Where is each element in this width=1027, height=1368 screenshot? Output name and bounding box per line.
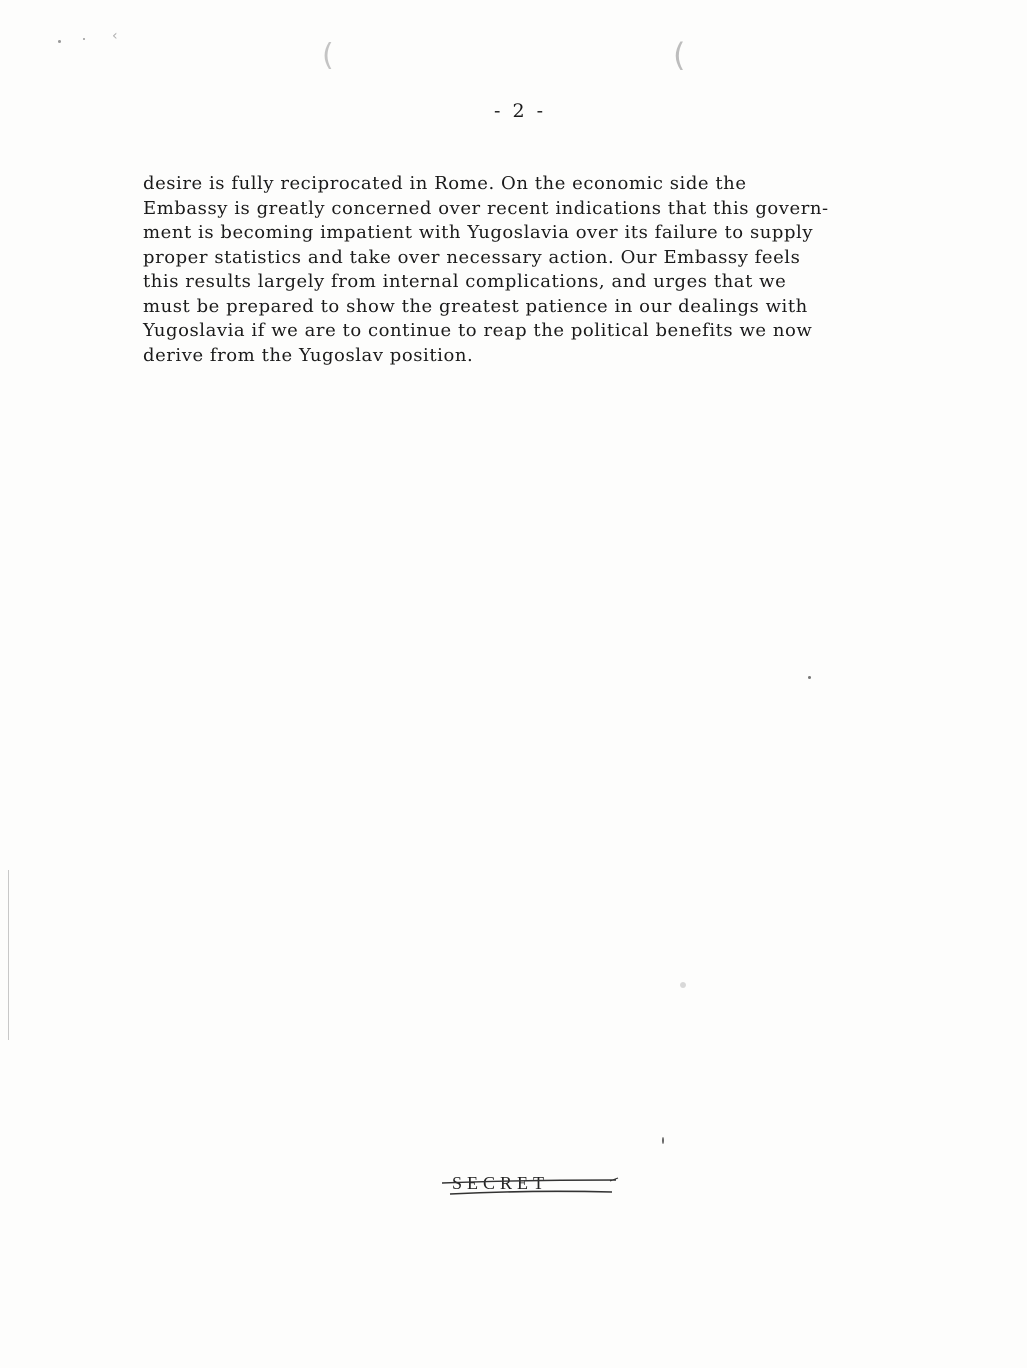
scan-speck [83, 38, 85, 40]
body-line: must be prepared to show the greatest patience in our dealings with [143, 295, 808, 317]
body-line: this results largely from internal complications, and urges that we [143, 271, 787, 292]
body-line: Yugoslavia if we are to continue to reap the political benefits we now [143, 320, 813, 341]
scan-mark: ( [673, 36, 686, 74]
classification-text: SECRET [452, 1173, 550, 1193]
scan-mark: ‹ [112, 28, 118, 44]
body-paragraph [143, 172, 933, 368]
body-line: desire is fully reciprocated in Rome. On the economic side the [143, 173, 747, 194]
scan-speck [662, 1137, 664, 1144]
scan-speck [680, 982, 686, 988]
scan-speck [58, 40, 61, 43]
body-line: Embassy is greatly concerned over recent indications that this govern- [143, 197, 829, 219]
body-line: derive from the Yugoslav position. [143, 344, 474, 366]
classification-marking [440, 1170, 630, 1206]
scan-edge-line [8, 870, 9, 1040]
body-line: ment is becoming impatient with Yugoslavia over its failure to supply [143, 222, 814, 243]
body-line: proper statistics and take over necessary action. Our Embassy feels [143, 246, 801, 268]
scan-speck [808, 676, 811, 679]
page-number: - 2 - [493, 100, 546, 122]
strikethrough-mark [440, 1170, 630, 1206]
scan-mark: ( [322, 38, 334, 73]
